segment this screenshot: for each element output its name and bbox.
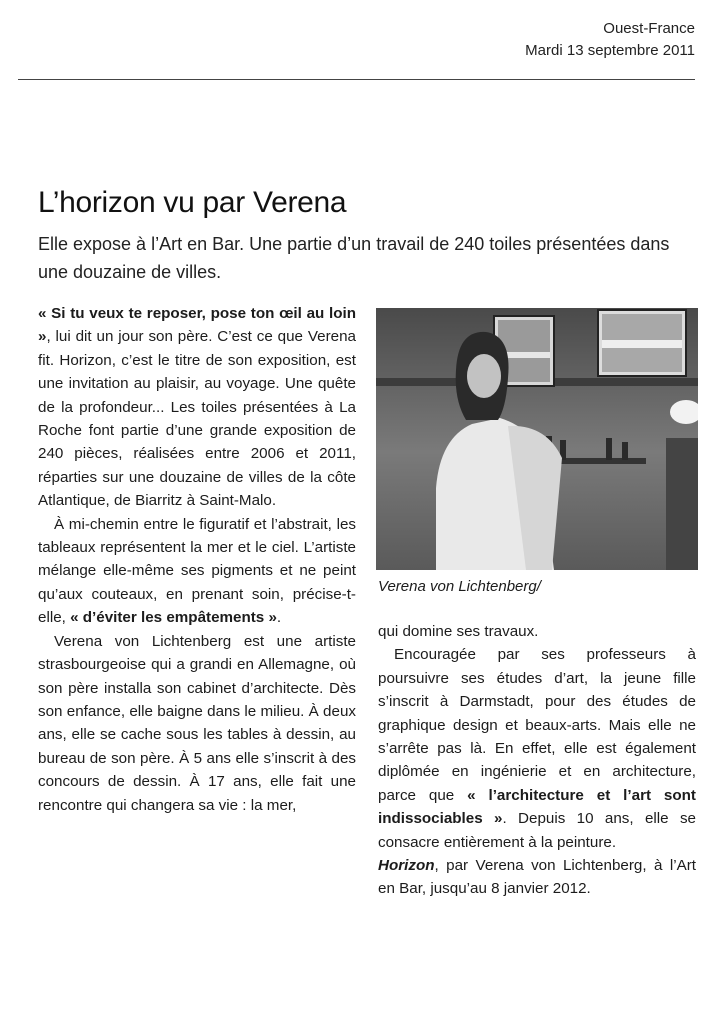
opening-quote: « Si tu veux te reposer, pose ton œil au loin »: [38, 305, 356, 346]
paragraph-5: [378, 854, 696, 901]
masthead: [525, 18, 695, 62]
paragraph-5-text: , par Verena von Lichtenberg, à l’Art en Bar, jusqu’au 8 janvier 2012.: [378, 857, 696, 898]
paragraph-3-continued: qui domine ses travaux.: [378, 623, 539, 640]
paragraph-3-text: Verena von Lichtenberg est une artiste strasbourgeoise qui a grandi en Allemagne, où son père installa son cabinet d’architecte. Dès son enfance, elle baigne dans le milieu. À deux ans, elle se cache sous les tables à dessin, au bureau de son père. À 5 ans elle s’inscrit à des concours de dessin. À 17 ans, elle fait une rencontre qui changera sa vie : la mer,: [38, 632, 356, 814]
paragraph-1: [38, 302, 356, 513]
paragraph-4-quote: « l’architecture et l’art sont indissociables »: [378, 786, 696, 828]
headline: L’horizon vu par Verena: [38, 186, 347, 219]
article-photo: [376, 308, 698, 570]
paragraph-2: [38, 513, 356, 630]
paragraph-4: [378, 643, 696, 854]
paragraph-4-text: Encouragée par ses professeurs à poursuivre ses études d’art, la jeune fille s’inscrit à Darmstadt, pour des études de graphique design et beaux-arts. Mais elle ne s’arrête pas là. En effet, elle est également diplômée en ingénierie et en architecture, parce que: [378, 646, 696, 804]
paragraph-2-quote: « d’éviter les empâtements »: [70, 609, 277, 627]
photo-caption: Verena von Lichtenberg/: [378, 578, 541, 595]
portrait-image: [376, 308, 698, 570]
publication-name: Ouest-France: [603, 20, 695, 37]
standfirst: Elle expose à l’Art en Bar. Une partie d’un travail de 240 toiles présentées dans une douzaine de villes.: [38, 234, 670, 282]
paragraph-2-end: .: [276, 609, 282, 627]
column-left: [38, 302, 356, 817]
publication-date: Mardi 13 septembre 2011: [525, 42, 695, 59]
paragraph-2-text: À mi-chemin entre le figuratif et l’abstrait, les tableaux représentent la mer et le ciel. L’artiste mélange elle-même ses pigments et ne peint qu’aux couteaux, en prenant soin, précise-t-elle,: [38, 515, 356, 627]
paragraph-1-text: , lui dit un jour son père. C’est ce que Verena fit. Horizon, c’est le titre de son exposition, est une invitation au plaisir, au voyage. Une quête de la profondeur... Les toiles présentées à La Roche font partie d’une grande exposition de 240 pièces, réalisées entre 2006 et 2011, réparties sur une douzaine de villes de la côte Atlantique, de Biarritz à Saint-Malo.: [38, 328, 356, 510]
paragraph-4-end: . Depuis 10 ans, elle se consacre entièrement à la peinture.: [378, 810, 696, 851]
column-right: [378, 620, 696, 901]
paragraph-3: [38, 630, 356, 817]
header-rule: [18, 79, 695, 80]
exhibition-title: Horizon: [378, 857, 435, 875]
